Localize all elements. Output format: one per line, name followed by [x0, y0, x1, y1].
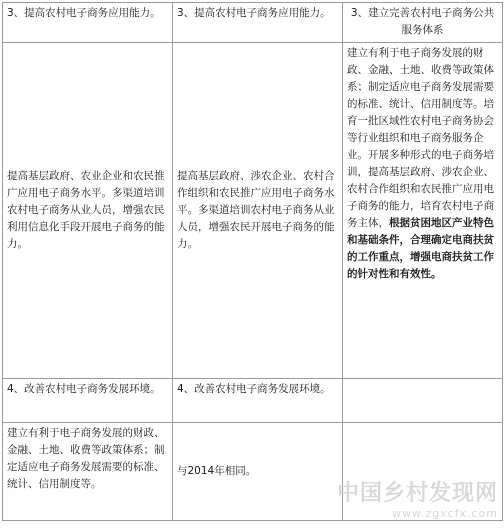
watermark-url: www.zgxcfx.com [392, 507, 498, 520]
table-row [3, 423, 503, 521]
table-row [3, 43, 503, 379]
table-cell: 与2014年相同。 [173, 423, 343, 521]
table-cell: 4、改善农村电子商务发展环境。 [3, 379, 173, 423]
table-row [3, 3, 503, 43]
table-cell [343, 43, 503, 379]
table-cell [343, 379, 503, 423]
watermark-text: 中国乡村发现网 [336, 480, 498, 506]
policy-comparison-table [2, 2, 503, 521]
cell-bold-text: 根据贫困地区产业特色和基础条件，合理确定电商扶贫的工作重点，增强电商扶贫工作的针对性和有效性。 [347, 217, 494, 280]
table-cell: 3、提高农村电子商务应用能力。 [3, 3, 173, 43]
table-cell: 3、提高农村电子商务应用能力。 [173, 3, 343, 43]
table-row [3, 379, 503, 423]
table-cell: 3、建立完善农村电子商务公共服务体系 [343, 3, 503, 43]
table-cell [343, 423, 503, 521]
table-cell: 建立有利于电子商务发展的财政、金融、土地、收费等政策体系；制定适应电子商务发展需要的标准、统计、信用制度等。 [3, 423, 173, 521]
table-cell: 提高基层政府、农业企业和农民推广应用电子商务水平。多渠道培训农村电子商务从业人员，增强农民利用信息化手段开展电子商务的能力。 [3, 43, 173, 379]
cell-text: 建立有利于电子商务发展的财政、金融、土地、收费等政策体系；制定适应电子商务发展需要的标准、统计、信用制度等。培育一批区域性农村电子商务协会等行业组织和电子商务服务企业。开展多种形式的电子商务培训，提高基层政府、涉农企业、农村合作组织和农民推广应用电子商务的能力，培育农村电子商务主体， [347, 47, 494, 229]
table-cell: 提高基层政府、涉农企业、农村合作组织和农民推广应用电子商务水平。多渠道培训农村电子商务从业人员，增强农民开展电子商务的能力。 [173, 43, 343, 379]
table-cell: 4、改善农村电子商务发展环境。 [173, 379, 343, 423]
